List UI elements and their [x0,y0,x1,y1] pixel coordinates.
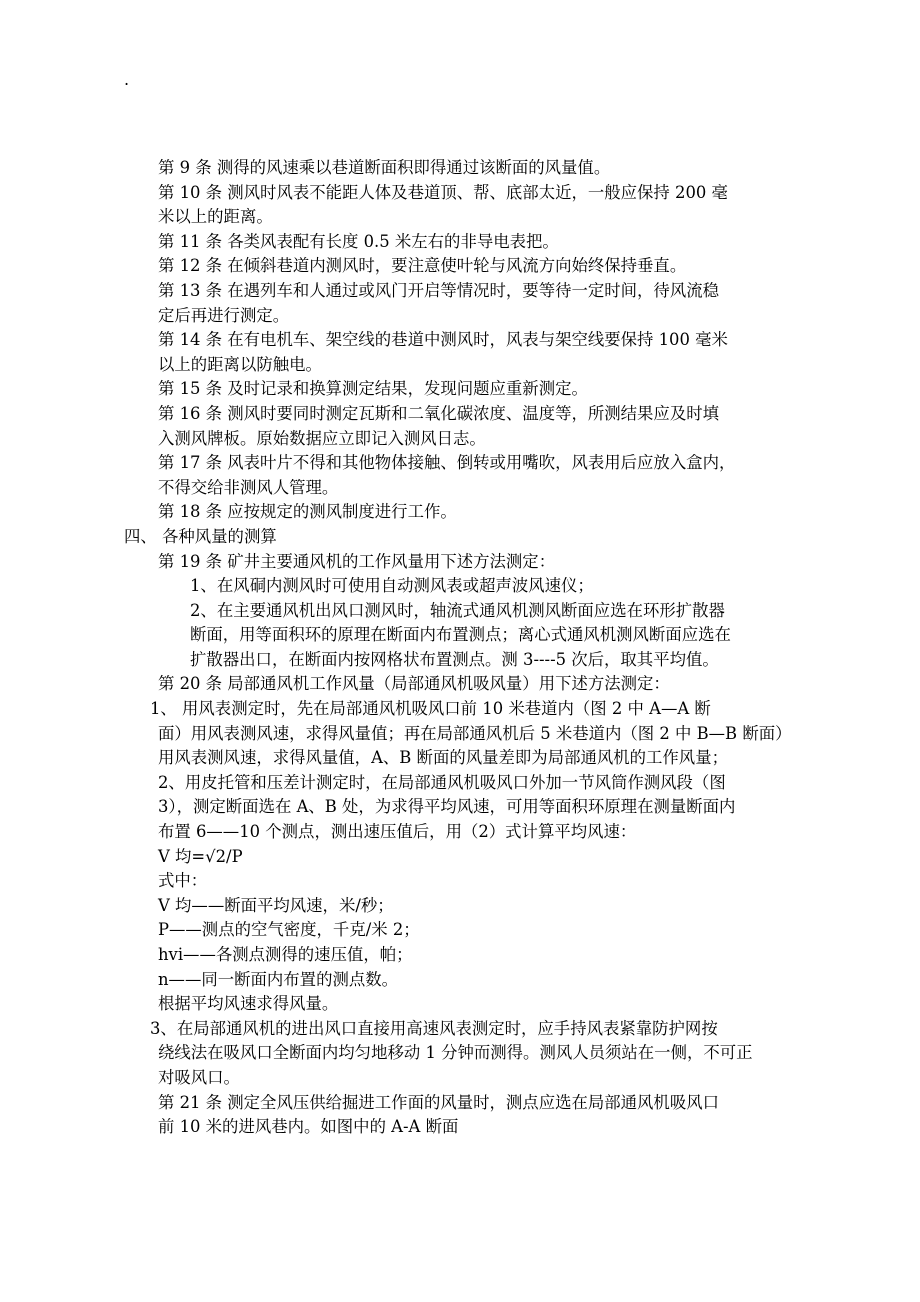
text-line: 入测风牌板。原始数据应立即记入测风日志。 [158,428,486,448]
text-line: 米以上的距离。 [158,207,273,227]
text-line: P——测点的空气密度，千克/米 2； [158,920,420,940]
text-line: 布置 6——10 个测点，测出速压值后，用（2）式计算平均风速： [158,822,637,842]
section-heading: 四、 各种风量的测算 [124,526,277,546]
text-line: V 均——断面平均风速，米/秒； [158,895,394,915]
document-body [124,156,804,1140]
text-line: 扩散器出口，在断面内按网格状布置测点。测 3----5 次后，取其平均值。 [190,649,719,669]
text-line: 第 20 条 局部通风机工作风量（局部通风机吸风量）用下述方法测定： [158,674,670,694]
text-line: 第 21 条 测定全风压供给掘进工作面的风量时，测点应选在局部通风机吸风口 [158,1092,719,1112]
text-line: n——同一断面内布置的测点数。 [158,969,399,989]
text-line: 第 9 条 测得的风速乘以巷道断面积即得通过该断面的风量值。 [158,158,611,177]
text-line: 3），测定断面选在 A、B 处，为求得平均风速，可用等面积环原理在测量断面内 [158,797,736,817]
text-line: 不得交给非测风人管理。 [158,477,339,497]
text-line: 第 19 条 矿井主要通风机的工作风量用下述方法测定： [158,551,556,571]
text-line: 断面，用等面积环的原理在断面内布置测点；离心式通风机测风断面应选在 [190,625,731,645]
text-line: 第 13 条 在遇列车和人通过或风门开启等情况时，要等待一定时间，待风流稳 [158,280,719,300]
page-dot: . [124,70,130,89]
text-line: 第 15 条 及时记录和换算测定结果，发现问题应重新测定。 [158,379,588,399]
text-line: 绕线法在吸风口全断面内均匀地移动 1 分钟而测得。测风人员须站在一侧，不可正 [158,1043,753,1063]
text-line: 定后再进行测定。 [158,305,290,325]
text-line: 根据平均风速求得风量。 [158,994,339,1014]
text-line: 对吸风口。 [158,1067,240,1087]
text-line: hvi——各测点测得的速压值，帕； [158,945,413,964]
formula-line: V 均=√2/P [158,846,243,866]
text-line: 1、 用风表测定时，先在局部通风机吸风口前 10 米巷道内（图 2 中 A—A 断 [150,699,711,719]
text-line: 面）用风表测风速，求得风量值；再在局部通风机后 5 米巷道内（图 2 中 B—B 断面） [158,723,792,743]
text-line: 第 12 条 在倾斜巷道内测风时，要注意使叶轮与风流方向始终保持垂直。 [158,256,687,276]
text-line: 第 14 条 在有电机车、架空线的巷道中测风时，风表与架空线要保持 100 毫米 [158,330,728,350]
text-line: 用风表测风速，求得风量值，A、B 断面的风量差即为局部通风机的工作风量； [158,748,728,768]
text-line: 前 10 米的进风巷内。如图中的 A-A 断面 [158,1117,459,1137]
text-line: 1、在风硐内测风时可使用自动测风表或超声波风速仪； [190,576,594,596]
text-line: 第 11 条 各类风表配有长度 0.5 米左右的非导电表把。 [158,231,559,251]
text-line: 第 10 条 测风时风表不能距人体及巷道顶、帮、底部太近，一般应保持 200 毫 [158,182,728,202]
text-line: 2、用皮托管和压差计测定时，在局部通风机吸风口外加一节风筒作测风段（图 [158,772,726,792]
text-line: 2、在主要通风机出风口测风时，轴流式通风机测风断面应选在环形扩散器 [190,600,725,620]
text-line: 式中： [158,871,208,891]
text-line: 以上的距离以防触电。 [158,354,322,374]
text-line: 第 16 条 测风时要同时测定瓦斯和二氧化碳浓度、温度等，所测结果应及时填 [158,403,719,423]
text-line: 3、在局部通风机的进出风口直接用高速风表测定时，应手持风表紧靠防护网按 [150,1018,718,1038]
text-line: 第 18 条 应按规定的测风制度进行工作。 [158,502,457,522]
text-line: 第 17 条 风表叶片不得和其他物体接触、倒转或用嘴吹，风表用后应放入盒内， [158,453,736,473]
